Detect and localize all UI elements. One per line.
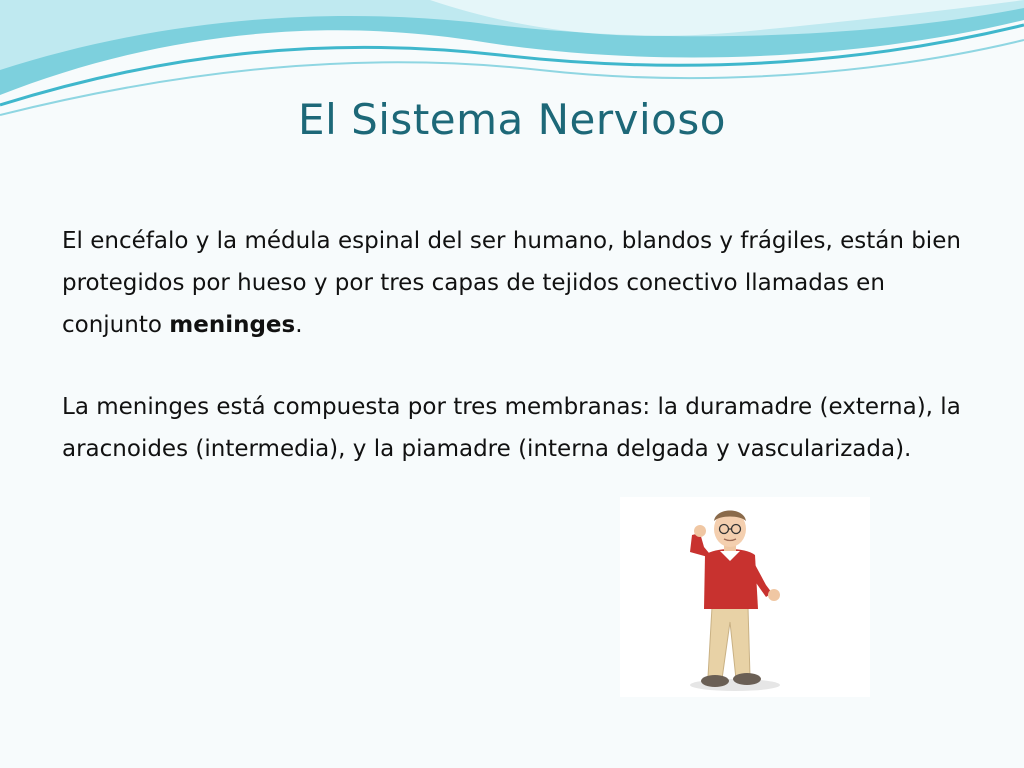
paragraph-1-tail: . <box>295 312 303 338</box>
paragraph-1-text: El encéfalo y la médula espinal del ser humano, blandos y frágiles, están bien protegidos por hueso y por tres capas de tejidos conectivo llamadas en conjunto <box>62 228 961 338</box>
slide-title: El Sistema Nervioso <box>298 95 726 144</box>
paragraph-meninges-intro <box>62 220 962 346</box>
thinking-man-illustration <box>620 497 870 697</box>
thinking-man-figure <box>620 497 870 697</box>
slide-body <box>62 220 962 510</box>
paragraph-meninges-layers: La meninges está compuesta por tres membranas: la duramadre (externa), la aracnoides (intermedia), y la piamadre (interna delgada y vascularizada). <box>62 394 961 462</box>
meninges-term: meninges <box>169 312 296 338</box>
